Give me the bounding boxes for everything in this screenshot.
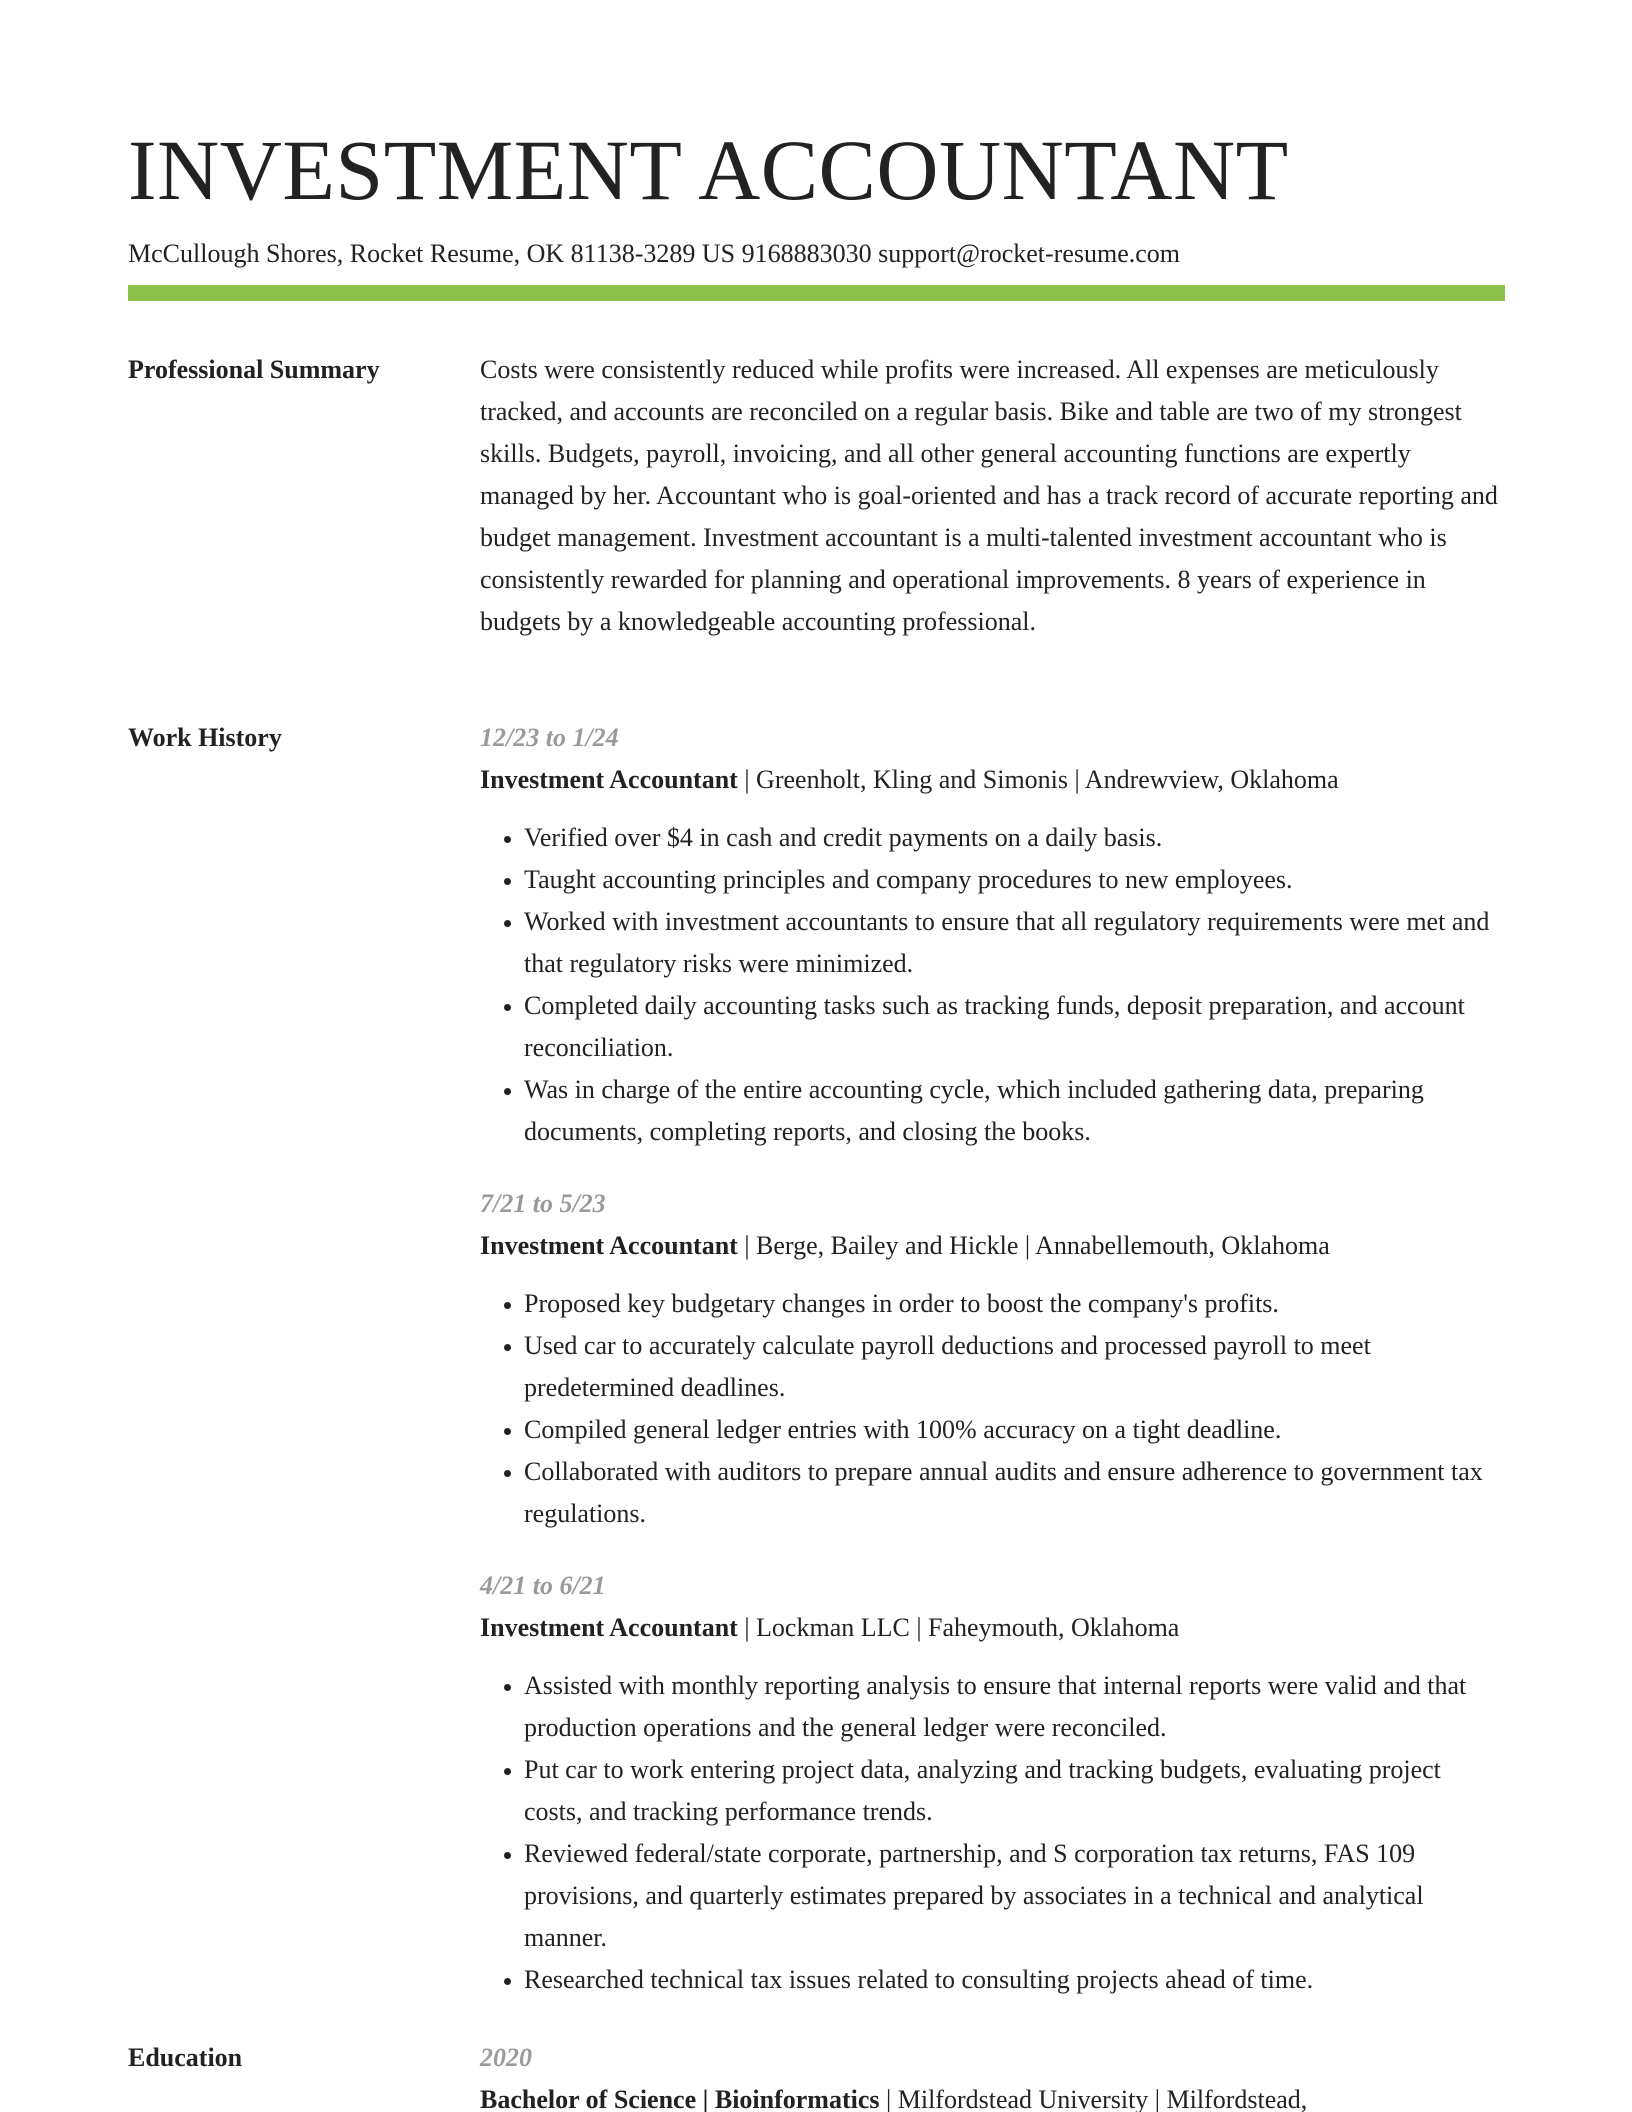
education-details: | Milfordstead University | Milfordstead, bbox=[879, 2085, 1308, 2112]
job-bullet: • Compiled general ledger entries with 100% accuracy on a tight deadline. bbox=[524, 1409, 1505, 1451]
job-role: Investment Accountant bbox=[480, 765, 738, 794]
section-title-education: Education bbox=[128, 2043, 243, 2072]
job-bullets bbox=[480, 1665, 1505, 2001]
job-heading bbox=[480, 1607, 1505, 1649]
summary-body bbox=[480, 349, 1505, 643]
job-details: | Greenholt, Kling and Simonis | Andrewview, Oklahoma bbox=[737, 765, 1339, 794]
job-heading bbox=[480, 1225, 1505, 1267]
job-role: Investment Accountant bbox=[480, 1231, 738, 1260]
education-heading bbox=[480, 2079, 1505, 2112]
section-title-summary: Professional Summary bbox=[128, 355, 380, 384]
job-bullet: • Collaborated with auditors to prepare annual audits and ensure adherence to government tax regulations. bbox=[524, 1451, 1505, 1535]
job-bullet: • Completed daily accounting tasks such as tracking funds, deposit preparation, and account reconciliation. bbox=[524, 985, 1505, 1069]
job-heading bbox=[480, 759, 1505, 801]
job-bullet: • Assisted with monthly reporting analysis to ensure that internal reports were valid and that production operations and the general ledger were reconciled. bbox=[524, 1665, 1505, 1749]
job-bullet: • Proposed key budgetary changes in order to boost the company's profits. bbox=[524, 1283, 1505, 1325]
job-bullet: • Taught accounting principles and company procedures to new employees. bbox=[524, 859, 1505, 901]
section-title-work: Work History bbox=[128, 723, 282, 752]
job-bullet: • Put car to work entering project data, analyzing and tracking budgets, evaluating project costs, and tracking performance trends. bbox=[524, 1749, 1505, 1833]
job-details: | Berge, Bailey and Hickle | Annabellemouth, Oklahoma bbox=[737, 1231, 1330, 1260]
job-dates: 12/23 to 1/24 bbox=[480, 723, 619, 752]
summary-text: Costs were consistently reduced while profits were increased. All expenses are meticulously tracked, and accounts are reconciled on a regular basis. Bike and table are two of my strongest skills. Budgets, payroll, invoicing, and all other general accounting functions are expertly managed by her. Accountant who is goal-oriented and has a track record of accurate reporting and budget management. Investment accountant is a multi-talented investment accountant who is consistently rewarded for planning and operational improvements. 8 years of experience in budgets by a knowledgeable accounting professional. bbox=[480, 355, 1498, 636]
header-divider bbox=[128, 285, 1505, 301]
resume-header bbox=[128, 112, 1505, 272]
contact-info: McCullough Shores, Rocket Resume, OK 81138-3289 US 9168883030 support@rocket-resume.com bbox=[128, 239, 1181, 268]
job-bullet: • Reviewed federal/state corporate, partnership, and S corporation tax returns, FAS 109 provisions, and quarterly estimates prepared by associates in a technical and analytical manner. bbox=[524, 1833, 1505, 1959]
job-bullet: • Verified over $4 in cash and credit payments on a daily basis. bbox=[524, 817, 1505, 859]
education-body bbox=[480, 2037, 1505, 2112]
job-dates: 7/21 to 5/23 bbox=[480, 1189, 606, 1218]
job-bullet: • Worked with investment accountants to ensure that all regulatory requirements were met and that regulatory risks were minimized. bbox=[524, 901, 1505, 985]
job-entry bbox=[480, 1565, 1505, 2001]
work-history-body bbox=[480, 717, 1505, 2001]
job-bullet: • Researched technical tax issues related to consulting projects ahead of time. bbox=[524, 1959, 1505, 2001]
page-title: INVESTMENT ACCOUNTANT bbox=[128, 122, 1289, 218]
job-role: Investment Accountant bbox=[480, 1613, 738, 1642]
job-dates: 4/21 to 6/21 bbox=[480, 1571, 606, 1600]
job-bullet: • Used car to accurately calculate payroll deductions and processed payroll to meet predetermined deadlines. bbox=[524, 1325, 1505, 1409]
job-details: | Lockman LLC | Faheymouth, Oklahoma bbox=[737, 1613, 1180, 1642]
job-bullets bbox=[480, 817, 1505, 1153]
job-entry bbox=[480, 1183, 1505, 1535]
job-bullets bbox=[480, 1283, 1505, 1535]
education-degree: Bachelor of Science | Bioinformatics bbox=[480, 2085, 880, 2112]
education-year: 2020 bbox=[480, 2043, 532, 2072]
job-bullet: • Was in charge of the entire accounting cycle, which included gathering data, preparing documents, completing reports, and closing the books. bbox=[524, 1069, 1505, 1153]
job-entry bbox=[480, 717, 1505, 1153]
